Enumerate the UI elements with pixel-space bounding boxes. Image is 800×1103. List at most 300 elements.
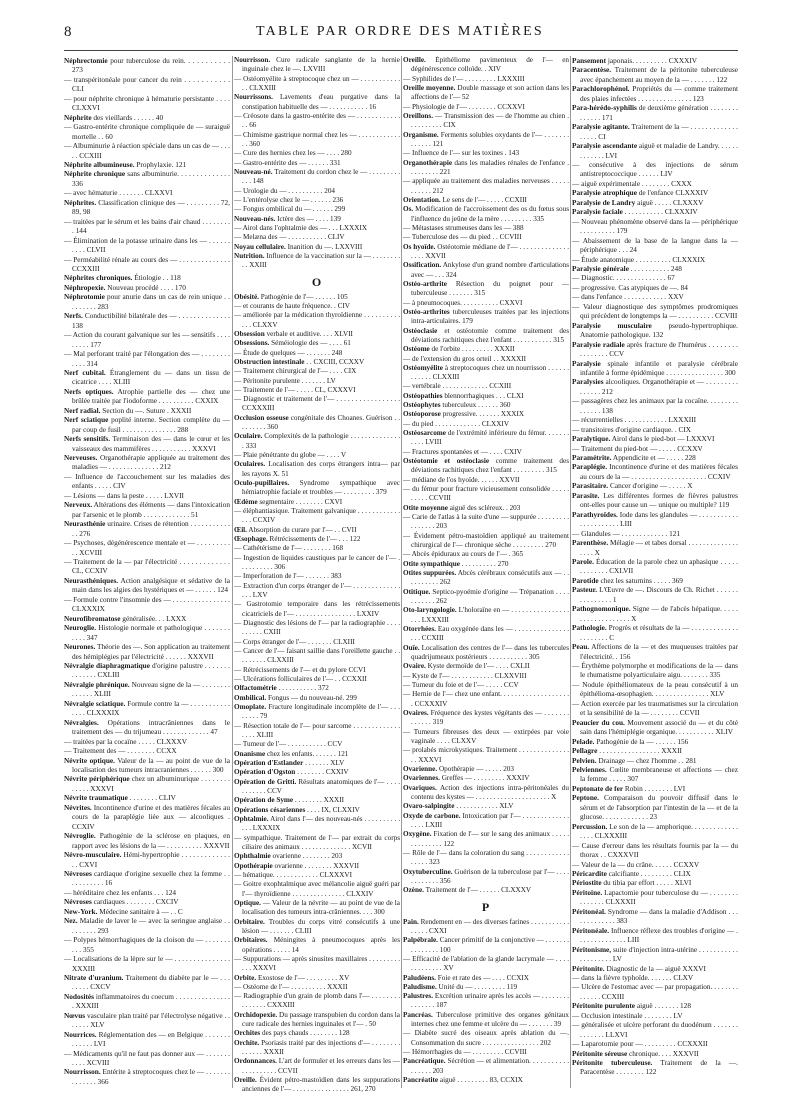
entry-headword: Ostéo-arthrites: [403, 307, 450, 316]
index-entry: [234, 75, 400, 94]
entry-text: cardiaques . . . . . . . . CXCIV: [91, 897, 179, 907]
index-entry: [572, 359, 738, 378]
column-divider: [401, 56, 402, 1088]
entry-text: — Étude de quelques — . . . . . . . 248: [234, 348, 343, 357]
entry-text: . . . . . . . . . . . 372: [276, 684, 329, 693]
index-entry: [572, 1058, 738, 1077]
entry-text: chez un albuminurique . . . . . . . . . . . . . XXXVI: [72, 774, 230, 793]
entry-text: Atrophie partielle des — chez une brûlée traitée par l'iodoforme . . . . . . . . . . CXXIX: [72, 386, 230, 406]
entry-text: chez les enfants. . . . . . . 121: [265, 749, 349, 758]
index-entry: [64, 160, 230, 169]
index-entry: [403, 746, 569, 765]
index-entry: [64, 661, 230, 680]
entry-headword: Névrite optique.: [64, 755, 115, 765]
entry-text: Unité du — . . . . . . . . . 119: [436, 982, 518, 991]
entry-text: — Hémorrhagies du — . . . . . . . . . CCVIII: [403, 1048, 527, 1057]
index-entry: [572, 841, 738, 860]
entry-text: Abcès cérébraux consécutifs aux — . . . . . . . . . . 262: [411, 569, 569, 587]
entry-headword: Ostéosarcome: [403, 429, 446, 438]
entry-text: — Urologie du — . . . . . . . . . . 204: [234, 186, 336, 195]
entry-text: Traitement du diabète par le — . . . . . . . . CXCV: [72, 972, 230, 992]
index-entry: [403, 299, 569, 308]
index-entry: [64, 122, 230, 141]
index-entry: [234, 131, 400, 150]
entry-headword: Ostéomyélite: [403, 363, 443, 372]
entry-text: segmentaire . . . . . . . . CXVI: [257, 497, 343, 506]
entry-text: . . . . . . . . CLIV: [127, 793, 176, 803]
entry-headword: Palpébrale.: [403, 936, 438, 945]
index-entry: [64, 1049, 230, 1068]
index-entry: [572, 699, 738, 718]
index-entry: [572, 756, 738, 765]
index-entry: [234, 974, 400, 983]
index-entry: [403, 849, 569, 868]
entry-text: — Traitement du pied-bot — . . . . . CCXXV: [572, 443, 703, 453]
entry-text: de l'orbite . . . . . . . . . XXXII: [429, 345, 515, 354]
index-entry: [572, 340, 738, 359]
column-divider: [232, 56, 233, 1088]
index-entry: [234, 224, 400, 233]
entry-text: — Abcès épiduraux au cours de l'— . 365: [403, 550, 524, 559]
entry-text: — héréditaire chez les enfants . . . 124: [64, 887, 177, 897]
entry-text: congénitale des Choanes. Guérison . . . . . . . . . 360: [242, 413, 400, 432]
entry-text: — Traitement de la — par l'électricité . . . . . . . . . . . . . CL, CCXIV: [64, 557, 230, 576]
entry-text: . . . . . . . XLV: [303, 758, 345, 767]
entry-headword: Paludéens.: [403, 973, 436, 982]
entry-headword: Nerfs.: [64, 311, 83, 321]
entry-text: Action analgésique et sédative de la main dans les algies des hystériques et — . . . . . . 124: [72, 575, 230, 595]
entry-text: Septico-pyoémie d'origine — Trépanation . . . . . . . . . . . 262: [411, 587, 569, 606]
entry-text: — Suppurations — après sinusites maxillaires . . . . . . . . . . . . XXXVI: [234, 954, 400, 973]
entry-text: Localisation des centres de l'— dans les tubercules quadrijumeaux postérieurs . . . . . . . . . . . 305: [411, 643, 569, 661]
entry-text: ovarienne . . . . . . . . 203: [270, 852, 343, 861]
entry-text: — Ostéome de l'— . . . . . . . . . . XXXII: [234, 982, 348, 991]
index-entry: [64, 113, 230, 122]
entry-text: Airol dans le pied-bot — LXXXVI: [610, 434, 715, 444]
entry-text: Ferments solubles oxydants de l'— . . . . . . . . . . . . . 121: [411, 130, 569, 148]
entry-text: — Métastases strumeuses dans les — 388: [403, 223, 524, 232]
index-entry: [64, 387, 230, 406]
index-entry: [64, 188, 230, 197]
entry-headword: Paraplégie.: [572, 462, 608, 472]
entry-text: chronique. . . . XXXVII: [627, 1048, 699, 1058]
entry-headword: Péritonisme,: [572, 944, 612, 954]
entry-text: Modification de l'accroissement des os du fœtus sous l'influence du jeûne de la mère . . . . . . . . . 335: [411, 205, 569, 223]
entry-headword: Nourrices.: [64, 1029, 97, 1039]
entry-headword: Oreille.: [403, 56, 426, 64]
entry-text: — Étude anatomique . . . . . . . . . . CLXXXIX: [572, 254, 706, 264]
entry-text: — récurrentielles . . . . . . . . . . . . LXXXIII: [572, 415, 697, 425]
entry-text: Cancer d'origine — . . . . . X: [608, 481, 693, 491]
entry-text: L'Œuvre de —. Discours de Ch. Richet . . . . . . . . . . . . . . . 1: [580, 585, 738, 604]
index-entry: [403, 308, 569, 327]
entry-headword: Péritonéal.: [572, 906, 606, 916]
entry-text: aiguë . . . . . . . 128: [635, 1001, 691, 1011]
entry-text: Guérison de la tuberculose par l'— . . . . . . . . . . . . 356: [411, 867, 569, 885]
index-entry: [64, 850, 230, 869]
index-entry: [403, 690, 569, 709]
entry-text: — Abaissement de la base de la langue dans la — périphérique . . . 24: [572, 235, 738, 255]
entry-text: — Traitement des — . . . . . . . . CCXX: [64, 746, 177, 756]
entry-text: — Perméabilité rénale au cours des — . . . . . . . . . . . . . . CCXXIII: [64, 254, 230, 273]
index-entry: [403, 457, 569, 476]
entry-text: Du passage transpubien du cordon dans la cure radicale des hernies inguinales et l'— . 50: [242, 1010, 400, 1029]
entry-headword: Ostéotomie et ostéoclasie: [403, 457, 490, 466]
entry-text: — traitées par le sérum et les bains d'air chaud . . . . . . . . . 144: [64, 216, 230, 236]
entry-headword: Ovarienne.: [403, 764, 438, 773]
index-entry: [234, 367, 400, 376]
entry-headword: Neuroglie.: [64, 623, 97, 633]
index-column-1: [64, 56, 230, 1096]
entry-headword: Oxytuberculine.: [403, 867, 453, 876]
entry-headword: Opération d'Estlander: [234, 758, 304, 767]
entry-headword: Paralysie: [572, 358, 601, 368]
entry-text: Rétrécissements de l'— . . . 122: [267, 535, 361, 544]
entry-text: Ostéotomie médiane de l'— . . . . . . . . . . . . . . . . . . XXVII: [411, 242, 569, 260]
entry-text: Inanition du —. LXXVIII: [285, 242, 363, 251]
entry-text: — Ostéomyélite à streptocoque chez un — . . . . . . . . . . . . . CLXXIII: [234, 74, 400, 92]
entry-text: Fongus — du nouveau-né. 299: [266, 693, 357, 702]
entry-headword: Obsessions.: [234, 339, 270, 348]
entry-text: — Tumeurs fibreuses des deux — extirpées par voie vaginale . . . . CLXXV: [403, 727, 569, 745]
index-entry: [403, 261, 569, 280]
entry-headword: Parole.: [572, 557, 594, 567]
entry-text: Foie et rate des — . . . . CCXIX: [435, 973, 529, 982]
index-entry: [64, 453, 230, 472]
entry-text: Séméiologie des — . . . . 61: [269, 339, 351, 348]
entry-text: — Formule contre l'insomnie des — . . . . . . . . . . . . . . . . CLXXXIX: [64, 594, 230, 614]
entry-text: — Airol dans l'ophtalmie des — . . . LXXXIX: [234, 223, 368, 232]
index-entry: [64, 472, 230, 491]
index-entry: [403, 504, 569, 513]
index-entry: [572, 746, 738, 755]
entry-text: Traitement de la — . . . . . . . . . . . . . . . . . . CI: [580, 122, 738, 141]
entry-text: — Plaie pénétrante du globe — . . . . V: [234, 451, 347, 460]
entry-headword: Névralgie sciatique.: [64, 698, 126, 708]
entry-text: — Imperforation de l'— . . . . . . . 383: [234, 572, 342, 581]
entry-headword: Oculaire.: [234, 432, 263, 441]
index-entry: [234, 815, 400, 834]
index-entry: [64, 1067, 230, 1086]
index-entry: [234, 414, 400, 433]
entry-text: Rendement en — des diverses farines . . . . . . . . . . . . . . . . CXXI: [411, 917, 569, 935]
index-entry: [403, 159, 569, 178]
entry-text: Ictère des — . . . . 139: [275, 214, 341, 223]
entry-text: . . CXCIII, CCXXV: [304, 357, 365, 366]
entry-text: — transitoires d'origine cardiaque. . CIX: [572, 424, 692, 434]
index-entry: [403, 205, 569, 224]
index-entry: [572, 1020, 738, 1039]
index-entry: [234, 451, 400, 460]
entry-text: Cœlite membraneuse et affections — chez la femme . . . . . 307: [580, 764, 738, 784]
entry-text: — Cancer de l'— faisant saillie dans l'oreillette gauche . . . . . . . . . CLXXIII: [234, 647, 400, 665]
index-entry: [64, 292, 230, 311]
index-entry: [403, 802, 569, 811]
entry-text: aiguë et maladie de Landry. . . . . . . . . . . . . LVI: [580, 141, 738, 160]
index-entry: [572, 642, 738, 661]
index-entry: [64, 311, 230, 330]
index-entry: [572, 964, 738, 973]
entry-text: — médiane de l'os hyoïde. . . . . . XXVII: [403, 475, 520, 484]
entry-text: Histologie normale et pathologique . . . . . . . . . . . 347: [72, 623, 230, 642]
entry-headword: Névrites.: [64, 802, 92, 812]
index-entry: [234, 1029, 400, 1038]
entry-text: — éléphantiasique. Traitement galvanique . . . . . . . . . . . . . . . CCXIV: [234, 507, 400, 525]
entry-headword: Péritonite tuberculeuse.: [572, 1058, 653, 1068]
entry-headword: Nerf sciatique: [64, 415, 109, 425]
entry-text: comme traitement des déviations rachitiques chez l'enfant . . . . . . . . . 315: [411, 457, 569, 475]
index-entry: [234, 339, 400, 348]
entry-text: — progressive. Cas atypiques de —. 84: [572, 282, 688, 292]
entry-headword: Néphrite chronique: [64, 169, 126, 179]
entry-headword: Opothérapie: [234, 861, 273, 870]
index-entry: [234, 243, 400, 252]
index-entry: [234, 768, 400, 777]
entry-text: — Valeur diagnostique des symptômes prodromiques qui précèdent de longtemps la — . . . . . . . . . . CCVIII: [572, 301, 738, 321]
entry-text: après fracture de l'humérus . . . . . . . . . . . . . . . . CCV: [580, 339, 738, 359]
index-entry: [64, 746, 230, 755]
column-divider: [570, 56, 571, 1088]
index-entry: [234, 806, 400, 815]
index-entry: [234, 432, 400, 451]
index-entry: [234, 600, 400, 619]
entry-text: et ostéotomie comme traitement des déviations rachitiques chez l'enfant . . . . . . . . . . . 315: [411, 326, 569, 344]
entry-text: — Goitre exophtalmique avec mélancolie aiguë guéri par l'— thyroïdienne . . . . . . . . . . . . . . . CLXXIV: [234, 880, 400, 898]
index-entry: [572, 141, 738, 160]
entry-text: — améliorée par la médication thyroïdienne . . . . . . . . . . . . . CLXXV: [234, 311, 400, 329]
index-entry: [64, 756, 230, 775]
entry-headword: Parasitaire.: [572, 481, 609, 491]
index-entry: [572, 207, 738, 216]
index-entry: [234, 722, 400, 741]
index-entry: [572, 122, 738, 141]
index-column-3: [403, 56, 569, 1096]
entry-text: Diagnostic de la — aiguë XXXVI: [604, 963, 706, 973]
index-entry: [572, 377, 738, 396]
index-entry: [234, 112, 400, 131]
entry-headword: Pasteur.: [572, 585, 598, 595]
entry-text: . . . . . . . . XXXII: [293, 796, 344, 805]
entry-headword: Nourrisson.: [234, 56, 271, 64]
entry-headword: Nutrition.: [234, 251, 265, 260]
entry-headword: Otite sympathique: [403, 559, 460, 568]
entry-text: — Radiographie d'un grain de plomb dans l'— . . . . . . . . . . . . . . . CXXXIII: [234, 992, 400, 1010]
page-title: TABLE PAR ORDRE DES MATIÈRES: [256, 24, 544, 39]
index-entry: [403, 392, 569, 401]
index-entry: [403, 560, 569, 569]
entry-headword: Ouïe.: [403, 643, 420, 652]
index-entry: [64, 1030, 230, 1049]
index-entry: [234, 936, 400, 955]
entry-headword: Orchidopexie.: [234, 1010, 278, 1019]
index-entry: [234, 684, 400, 693]
index-entry: [234, 740, 400, 749]
index-entry: [64, 737, 230, 746]
index-entry: [64, 888, 230, 897]
entry-text: — Évidement pétro-mastoïdien appliqué au traitement chirurgical de l'— chronique sèche . . . . . . . . . 270: [403, 531, 569, 550]
index-entry: [403, 476, 569, 485]
entry-text: — Cure des hernies chez les — . . . . 280: [234, 149, 352, 158]
index-entry: [64, 519, 230, 538]
entry-text: Action des injections intra-péritonéales du contenu des kystes — . . . . . . . . . . . . . . . . . . . . . X: [411, 783, 569, 801]
index-entry: [572, 103, 738, 122]
entry-text: japonais. . . . . . . . . . CXXXIV: [606, 56, 698, 65]
entry-headword: Péritonéale.: [572, 925, 610, 935]
entry-text: — Rétrécissements de l'— et du pylore CCVI: [234, 665, 366, 674]
entry-text: tuberculeux . . . . . . 360: [440, 401, 511, 410]
index-entry: [403, 936, 569, 955]
index-entry: [403, 243, 569, 262]
index-entry: [572, 396, 738, 415]
entry-headword: Paralysie générale: [572, 263, 629, 273]
entry-headword: Paralysie agitante.: [572, 122, 630, 132]
entry-headword: Ovaro-salpingite: [403, 802, 455, 811]
index-entry: [572, 273, 738, 282]
index-entry: [572, 321, 738, 340]
index-entry: [64, 595, 230, 614]
entry-headword: Néphrite: [64, 112, 92, 122]
index-entry: [64, 907, 230, 916]
entry-headword: Ostéome: [403, 345, 430, 354]
entry-text: — aiguë expérimentale . . . . . . . . CXXX: [572, 178, 692, 188]
index-entry: [234, 159, 400, 168]
entry-text: — Localisations de la lèpre sur le — . . . . . . . . . . . . . . . XXXIII: [64, 954, 230, 973]
index-entry: [234, 852, 400, 861]
entry-text: Lavements d'eau purgative dans la constipation habituelle des — . . . . . . . . . . . 16: [242, 93, 400, 111]
entry-text: Psoriasis traité par des injections d'— . . . . . . . . . . . . . . XXXII: [242, 1038, 400, 1057]
entry-text: Affections de la — et des muqueuses traitées par l'électricité. . 156: [580, 642, 738, 661]
index-entry: [234, 311, 400, 330]
entry-text: — Tuberculose des — du pied . . CCVIII: [403, 233, 522, 242]
entry-text: Incontinence d'urine et des matières fécales au cours de la paraplégie liée aux — alcooliques . CCXIV: [72, 802, 230, 831]
entry-headword: Opération de Syme: [234, 796, 294, 805]
entry-headword: Ostéophytes: [403, 401, 441, 410]
entry-headword: Otitique.: [403, 587, 431, 596]
index-entry: [64, 1011, 230, 1030]
entry-headword: Ovaires.: [403, 708, 429, 717]
entry-headword: Neurofibromatose: [64, 613, 121, 623]
entry-text: Valeur de la — au point de vue de la localisation des tumeurs intracraniennes . . . . . . 300: [72, 755, 230, 774]
entry-headword: Névralgie diaphragmatique: [64, 661, 150, 670]
entry-text: — Péritonite purulente . . . . . . . LV: [234, 376, 336, 385]
index-entry: [572, 283, 738, 292]
entry-text: Eau oxygénée dans les — . . . . . . . . . . . . . . . . . . CCXIII: [411, 625, 569, 643]
index-entry: [403, 448, 569, 457]
entry-headword: Oreille moyenne.: [403, 83, 456, 92]
entry-headword: Œsophage.: [234, 535, 268, 544]
index-entry: [403, 233, 569, 242]
index-entry: [234, 862, 400, 871]
index-entry: [403, 149, 569, 158]
index-entry: [64, 614, 230, 623]
entry-text: Éducation de la parole chez un aphasique . . . . . . . . . . . . . CXLVII: [580, 557, 738, 576]
index-entry: [572, 982, 738, 1001]
index-entry: [572, 878, 738, 887]
index-entry: [403, 765, 569, 774]
entry-headword: Œdème: [234, 497, 258, 506]
entry-text: — Tumeur du foie et de l'— . . . . . CCV: [403, 680, 519, 689]
entry-headword: Paralytique.: [572, 434, 611, 444]
index-entry: [64, 718, 230, 737]
entry-text: — Action du courant galvanique sur les — sensitifs . . . . . . . . . 177: [64, 330, 230, 349]
index-entry: [403, 196, 569, 205]
entry-text: vasculaire plan traité par l'électrolyse négative . . . . . . . XLV: [72, 1010, 230, 1030]
index-entry: [403, 1076, 569, 1085]
index-entry: [572, 945, 738, 964]
entry-text: aiguë . . . . . CLXXXV: [635, 197, 704, 207]
entry-text: Troubles du corps vitré consécutifs à une lésion — . . . . . . . CLIII: [242, 917, 400, 935]
index-entry: [403, 550, 569, 559]
index-entry: [234, 205, 400, 214]
index-entry: [234, 93, 400, 112]
entry-text: — et courants de haute fréquence. . CIV: [234, 301, 350, 310]
entry-headword: Paralysie atrophique: [572, 188, 637, 198]
entry-text: Médecine sanitaire à — . . C: [97, 906, 183, 916]
entry-text: — Diabète sucré des oiseaux après ablation du —. Consommation du sucre . . . . . . . . . . . . . . . . 202: [403, 1029, 569, 1047]
entry-text: Comparaison du pouvoir diffusif dans le sérum et de l'absorption par l'intestin de la — et de la glucose. . . . . . . . . . . . . 23: [580, 793, 738, 822]
entry-headword: Para-hérédo-syphilis: [572, 103, 637, 113]
index-entry: [572, 822, 738, 841]
index-entry: [64, 236, 230, 255]
entry-text: — Syphilides de l'— . . . . . . . . . LXXXIII: [403, 74, 525, 83]
entry-text: — Physiologie de l'— . . . . . . . . CCXXVI: [403, 102, 525, 111]
page-header: [0, 24, 800, 46]
entry-text: — Traitement chirurgical de l'— . . . . CIX: [234, 367, 357, 376]
entry-headword: Optique.: [234, 898, 261, 907]
entry-headword: Ostéopathies: [403, 391, 443, 400]
entry-text: Kyste dermoïde de l'— . . . . CXLII: [425, 662, 530, 671]
index-entry: [403, 830, 569, 849]
index-entry: [403, 644, 569, 663]
entry-text: — Transmission des — de l'homme au chien . . . . . . . . . . CIX: [411, 111, 569, 130]
entry-text: Étranglement du — dans un tissu de cicatrice . . . . XLIII: [72, 367, 230, 387]
entry-text: pour tuberculose du rein. . . . . . . . . . . 273: [72, 56, 230, 75]
entry-text: Fréquence des kystes végétants des — . . . . . . . . . . . . . 319: [411, 708, 569, 727]
index-entry: [64, 56, 230, 75]
entry-text: — Melæna des — . . . . . . . . . . . CLIV: [234, 233, 345, 242]
entry-text: . . . . . . . . . . 270: [459, 559, 509, 568]
entry-text: Altérations des éléments — dans l'intoxication par l'arsenic et le plomb . . . . . . . . . . . . . 51: [72, 500, 230, 519]
entry-headword: Orbite.: [234, 973, 257, 982]
entry-text: — dans l'enfance . . . . . . . . . . . . XXV: [572, 292, 684, 302]
entry-headword: Onanisme: [234, 749, 266, 758]
entry-headword: Peaucier du cou.: [572, 717, 625, 727]
entry-text: Intoxication par l'— . . . . . . . . . . . . . . . . . LXIII: [411, 811, 569, 829]
index-entry: [572, 529, 738, 538]
entry-text: de deuxième génération . . . . . . . . . . . . . . 171: [580, 103, 738, 122]
entry-text: — L'entérolyse chez le — . . . . . . 236: [234, 195, 344, 204]
index-entry: [572, 585, 738, 604]
entry-headword: Paramétrite.: [572, 453, 612, 463]
index-entry: [64, 642, 230, 661]
entry-headword: Nez.: [64, 916, 78, 926]
index-entry: [572, 434, 738, 443]
entry-text: — généralisée et ulcère perforant du duodénum . . . . . . . . . . . . . . LLXVI: [572, 1020, 738, 1039]
entry-headword: Paralysie faciale: [572, 207, 623, 217]
index-entry: [403, 131, 569, 150]
entry-text: — Diagnostic et traitement de l'— . . . . . . . . . . . . . . . . . CCXXXIII: [234, 395, 400, 413]
entry-headword: Orchites: [234, 1029, 261, 1038]
index-entry: [64, 538, 230, 557]
entry-text: Mouvement associé du — et du côté sain dans l'hémiplégie organique. . . . . . . . . . . XLIV: [580, 717, 738, 737]
entry-text: Double massage et son action dans les affections de l'— 52: [411, 83, 569, 102]
entry-text: — Influence de l'accouchement sur les maladies des enfants . . . . . CIV: [64, 471, 230, 491]
entry-headword: Pancréatite: [403, 1076, 439, 1085]
index-entry: [572, 453, 738, 462]
entry-text: Complexités de la pathologie . . . . . . . . . . . . . . . 333: [242, 432, 400, 450]
index-entry: [234, 168, 400, 187]
index-entry: [403, 177, 569, 196]
